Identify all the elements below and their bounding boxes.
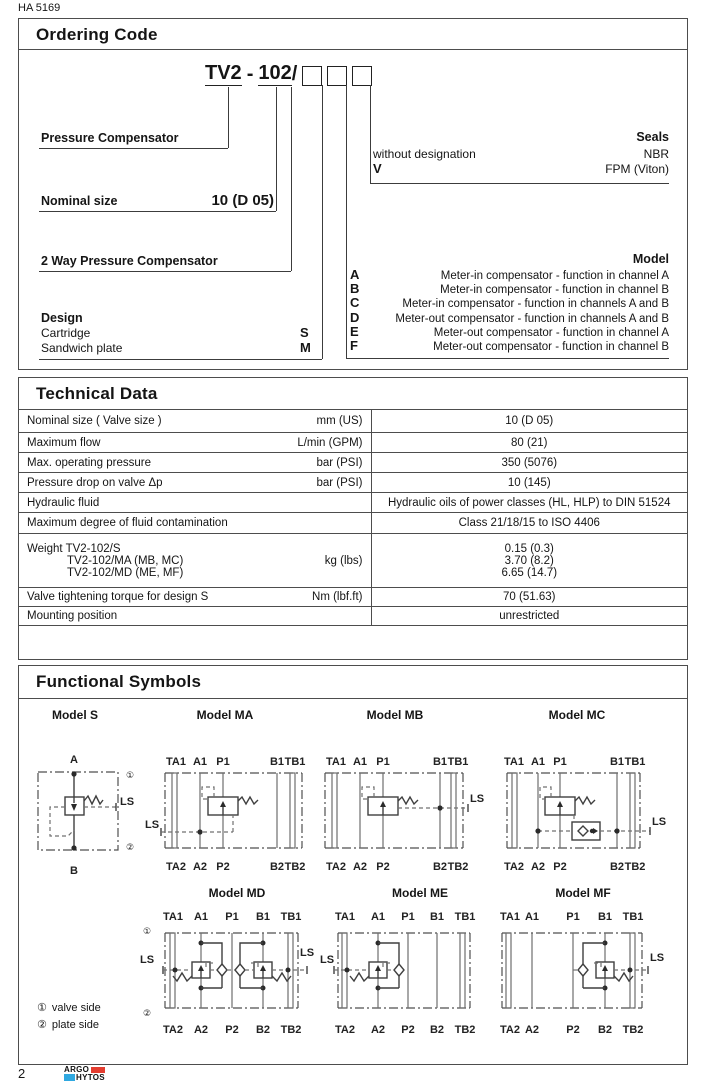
argo-hytos-logo xyxy=(64,1066,105,1081)
connector-line xyxy=(291,87,292,271)
port-label: P2 xyxy=(376,861,390,873)
logo-red-mark xyxy=(91,1067,105,1073)
seal-code: without designation xyxy=(373,147,476,161)
title-divider xyxy=(19,49,687,50)
legend-symbol: ① xyxy=(37,1002,47,1014)
port-label: B1 xyxy=(255,911,271,923)
marker-plate-side: ② xyxy=(125,842,135,852)
row-label: TV2-102/MD (ME, MF) xyxy=(67,566,184,579)
model-option xyxy=(350,338,669,352)
row-value: 3.70 (8.2) xyxy=(504,554,554,567)
port-label: TA2 xyxy=(163,1024,183,1036)
doc-code: HA 5169 xyxy=(18,2,61,14)
port-label: A2 xyxy=(524,1024,540,1036)
seals-heading: Seals xyxy=(636,130,669,144)
legend-plate-side xyxy=(37,1018,99,1031)
model-desc: Meter-in compensator - function in channels A and B xyxy=(402,298,669,311)
connector-line xyxy=(370,183,669,184)
port-label: P1 xyxy=(376,756,390,768)
design-option-name: Sandwich plate xyxy=(41,341,123,355)
port-label: B1 xyxy=(429,911,445,923)
model-option xyxy=(350,281,669,295)
port-label: B1 xyxy=(269,756,285,768)
table-row xyxy=(19,453,687,473)
table-row xyxy=(19,433,687,453)
port-label: B2 xyxy=(255,1024,271,1036)
table-row xyxy=(19,588,687,607)
port-label: B2 xyxy=(269,861,285,873)
port-label: A2 xyxy=(370,1024,386,1036)
row-unit: Nm (lbf.ft) xyxy=(312,591,363,603)
connector-line xyxy=(276,87,277,211)
row-label: Hydraulic fluid xyxy=(27,496,100,509)
table-row xyxy=(19,513,687,534)
ordering-code-title: Ordering Code xyxy=(36,25,158,44)
port-label: TB2 xyxy=(624,861,646,873)
row-label: Mounting position xyxy=(27,610,118,622)
port-label: A2 xyxy=(193,1024,209,1036)
row-unit: bar (PSI) xyxy=(316,456,363,469)
table-row xyxy=(19,607,687,626)
ls-label: LS xyxy=(470,793,485,805)
nominal-size-value: 10 (D 05) xyxy=(211,192,274,209)
port-label: P2 xyxy=(566,1024,580,1036)
row-value: 350 (5076) xyxy=(371,453,687,473)
model-ma-diagram xyxy=(125,752,310,887)
model-code: B xyxy=(350,281,360,297)
technical-data-title: Technical Data xyxy=(36,384,158,403)
code-box-model xyxy=(327,66,347,86)
port-label: A1 xyxy=(352,756,368,768)
order-code xyxy=(205,63,372,86)
connector-line xyxy=(228,87,229,148)
seal-value: NBR xyxy=(643,147,669,161)
table-row xyxy=(19,473,687,493)
port-label: P2 xyxy=(216,861,230,873)
model-code: A xyxy=(350,267,360,282)
port-label: A1 xyxy=(524,911,540,923)
table-row xyxy=(19,493,687,513)
model-options xyxy=(350,267,669,352)
row-unit: bar (PSI) xyxy=(316,476,363,489)
port-label: TB1 xyxy=(624,756,646,768)
ls-label: LS xyxy=(120,796,135,808)
code-slash: / xyxy=(291,63,298,85)
port-label: TB1 xyxy=(284,756,306,768)
port-label: A2 xyxy=(530,861,546,873)
row-value: 70 (51.63) xyxy=(371,588,687,607)
port-label: P2 xyxy=(401,1024,415,1036)
port-label: TB1 xyxy=(280,911,302,923)
design-option-code: M xyxy=(300,340,311,355)
logo-blue-mark xyxy=(64,1074,75,1081)
model-me-heading: Model ME xyxy=(392,886,448,900)
connector-line xyxy=(346,358,669,359)
code-box-design xyxy=(302,66,322,86)
marker-plate-side: ② xyxy=(142,1008,152,1018)
model-mb-diagram xyxy=(305,752,490,887)
model-code: E xyxy=(350,323,359,339)
connector-line xyxy=(370,85,371,183)
table-row-weight xyxy=(19,534,687,588)
brand-argo: ARGO xyxy=(64,1065,90,1074)
port-label: TA2 xyxy=(335,1024,355,1036)
table-row xyxy=(19,410,687,433)
port-label: P1 xyxy=(566,911,580,923)
connector-line xyxy=(39,271,291,272)
pressure-compensator-label: Pressure Compensator xyxy=(41,131,179,145)
ls-label: LS xyxy=(140,954,155,966)
model-desc: Meter-out compensator - function in channels A and B xyxy=(395,312,669,325)
row-value: 6.65 (14.7) xyxy=(501,566,558,579)
functional-symbols-title: Functional Symbols xyxy=(36,672,202,691)
model-heading: Model xyxy=(632,252,669,266)
port-label: TA1 xyxy=(163,911,183,923)
port-label: B1 xyxy=(609,756,625,768)
ls-label: LS xyxy=(650,952,665,964)
row-value: 80 (21) xyxy=(371,433,687,453)
row-label: Max. operating pressure xyxy=(27,456,152,469)
port-label: A1 xyxy=(530,756,546,768)
model-mf-diagram xyxy=(498,905,688,1040)
ordering-code-section xyxy=(18,18,688,370)
port-label: A1 xyxy=(192,756,208,768)
row-unit: L/min (GPM) xyxy=(297,436,363,449)
model-me-diagram xyxy=(320,905,480,1040)
row-unit: kg (lbs) xyxy=(324,554,363,567)
row-value: Class 21/18/15 to ISO 4406 xyxy=(371,513,687,534)
port-label: TB2 xyxy=(280,1024,302,1036)
model-desc: Meter-in compensator - function in channel B xyxy=(440,284,669,297)
ls-label: LS xyxy=(300,947,315,959)
model-mc-heading: Model MC xyxy=(548,708,606,722)
brand-hytos: HYTOS xyxy=(76,1073,105,1082)
row-value: Hydraulic oils of power classes (HL, HLP) to DIN 51524 xyxy=(371,493,687,513)
weight-labels xyxy=(27,543,183,579)
model-option xyxy=(350,267,669,281)
port-label: TA1 xyxy=(504,756,524,768)
port-label: TA1 xyxy=(500,911,520,923)
technical-data-section xyxy=(18,377,688,660)
code-box-seals xyxy=(352,66,372,86)
design-label: Design xyxy=(41,311,83,325)
row-value: 0.15 (0.3) xyxy=(504,542,554,555)
model-mc-diagram xyxy=(490,752,688,887)
technical-table xyxy=(19,409,687,626)
port-label: A2 xyxy=(192,861,208,873)
page-number: 2 xyxy=(18,1066,26,1081)
model-desc: Meter-out compensator - function in channel B xyxy=(433,340,669,353)
code-dash: - xyxy=(246,63,254,85)
ls-label: LS xyxy=(145,819,160,831)
connector-line xyxy=(39,211,276,212)
port-label: TA1 xyxy=(335,911,355,923)
port-label: B2 xyxy=(597,1024,613,1036)
model-option xyxy=(350,295,669,309)
row-label: Valve tightening torque for design S xyxy=(27,591,209,603)
port-label: B1 xyxy=(432,756,448,768)
model-desc: Meter-in compensator - function in channel A xyxy=(440,270,669,282)
port-label: P1 xyxy=(216,756,230,768)
port-label: B2 xyxy=(429,1024,445,1036)
seal-value: FPM (Viton) xyxy=(605,162,669,176)
port-label: TB2 xyxy=(454,1024,476,1036)
connector-line xyxy=(39,148,228,149)
port-label: P1 xyxy=(225,911,239,923)
port-label: TA1 xyxy=(166,756,186,768)
model-code: C xyxy=(350,295,360,311)
ls-label: LS xyxy=(320,954,335,966)
model-option xyxy=(350,310,669,324)
code-size: 102 xyxy=(258,62,292,84)
legend-valve-side xyxy=(37,1001,101,1014)
port-label: P2 xyxy=(225,1024,239,1036)
model-desc: Meter-out compensator - function in channel A xyxy=(433,326,669,339)
port-label: TB2 xyxy=(447,861,469,873)
port-label: P1 xyxy=(401,911,415,923)
row-label: TV2-102/MA (MB, MC) xyxy=(67,554,184,567)
port-label: TA2 xyxy=(504,861,524,873)
port-label: B xyxy=(70,865,78,877)
row-label: Pressure drop on valve Δp xyxy=(27,476,163,489)
model-code: D xyxy=(350,309,360,325)
ls-label: LS xyxy=(652,816,667,828)
row-value: 10 (145) xyxy=(371,473,687,493)
design-option-name: Cartridge xyxy=(41,326,91,340)
port-label: TB1 xyxy=(447,756,469,768)
model-s-heading: Model S xyxy=(51,708,98,722)
port-label: TA2 xyxy=(326,861,346,873)
marker-valve-side: ① xyxy=(142,926,152,936)
row-label: Nominal size ( Valve size ) xyxy=(27,415,162,427)
connector-line xyxy=(322,85,323,359)
port-label: A xyxy=(70,754,78,766)
model-s-diagram xyxy=(30,752,140,877)
row-value: unrestricted xyxy=(371,607,687,626)
model-mf-heading: Model MF xyxy=(555,886,611,900)
port-label: A2 xyxy=(352,861,368,873)
port-label: TA2 xyxy=(500,1024,520,1036)
port-label: A1 xyxy=(193,911,209,923)
port-label: B2 xyxy=(609,861,625,873)
port-label: TB1 xyxy=(622,911,644,923)
row-unit: mm (US) xyxy=(316,415,363,427)
port-label: TA1 xyxy=(326,756,346,768)
port-label: TA2 xyxy=(166,861,186,873)
nominal-size-row xyxy=(41,192,274,209)
code-prefix: TV2 xyxy=(205,62,242,84)
model-md-diagram xyxy=(140,905,325,1040)
row-label: Weight TV2-102/S xyxy=(27,542,121,555)
seal-code: V xyxy=(373,161,382,176)
row-value: 10 (D 05) xyxy=(371,410,687,433)
row-label: Maximum degree of fluid contamination xyxy=(27,517,228,529)
title-divider xyxy=(19,698,687,699)
legend-text: valve side xyxy=(51,1002,101,1014)
two-way-label: 2 Way Pressure Compensator xyxy=(41,254,218,268)
legend-symbol: ② xyxy=(37,1019,47,1031)
port-label: TB2 xyxy=(622,1024,644,1036)
model-mb-heading: Model MB xyxy=(366,708,424,722)
row-label: Maximum flow xyxy=(27,436,101,449)
port-label: P1 xyxy=(553,756,567,768)
port-label: TB2 xyxy=(284,861,306,873)
model-option xyxy=(350,324,669,338)
connector-line xyxy=(346,85,347,358)
port-label: TB1 xyxy=(454,911,476,923)
port-label: A1 xyxy=(370,911,386,923)
functional-symbols-section xyxy=(18,665,688,1065)
marker-valve-side: ① xyxy=(125,770,135,780)
port-label: P2 xyxy=(553,861,567,873)
connector-line xyxy=(39,359,322,360)
port-label: B1 xyxy=(597,911,613,923)
design-option-code: S xyxy=(300,325,309,340)
model-code: F xyxy=(350,337,358,353)
model-ma-heading: Model MA xyxy=(196,708,254,722)
model-md-heading: Model MD xyxy=(208,886,266,900)
nominal-size-label: Nominal size xyxy=(41,194,118,208)
port-label: B2 xyxy=(432,861,448,873)
legend-text: plate side xyxy=(51,1019,99,1031)
